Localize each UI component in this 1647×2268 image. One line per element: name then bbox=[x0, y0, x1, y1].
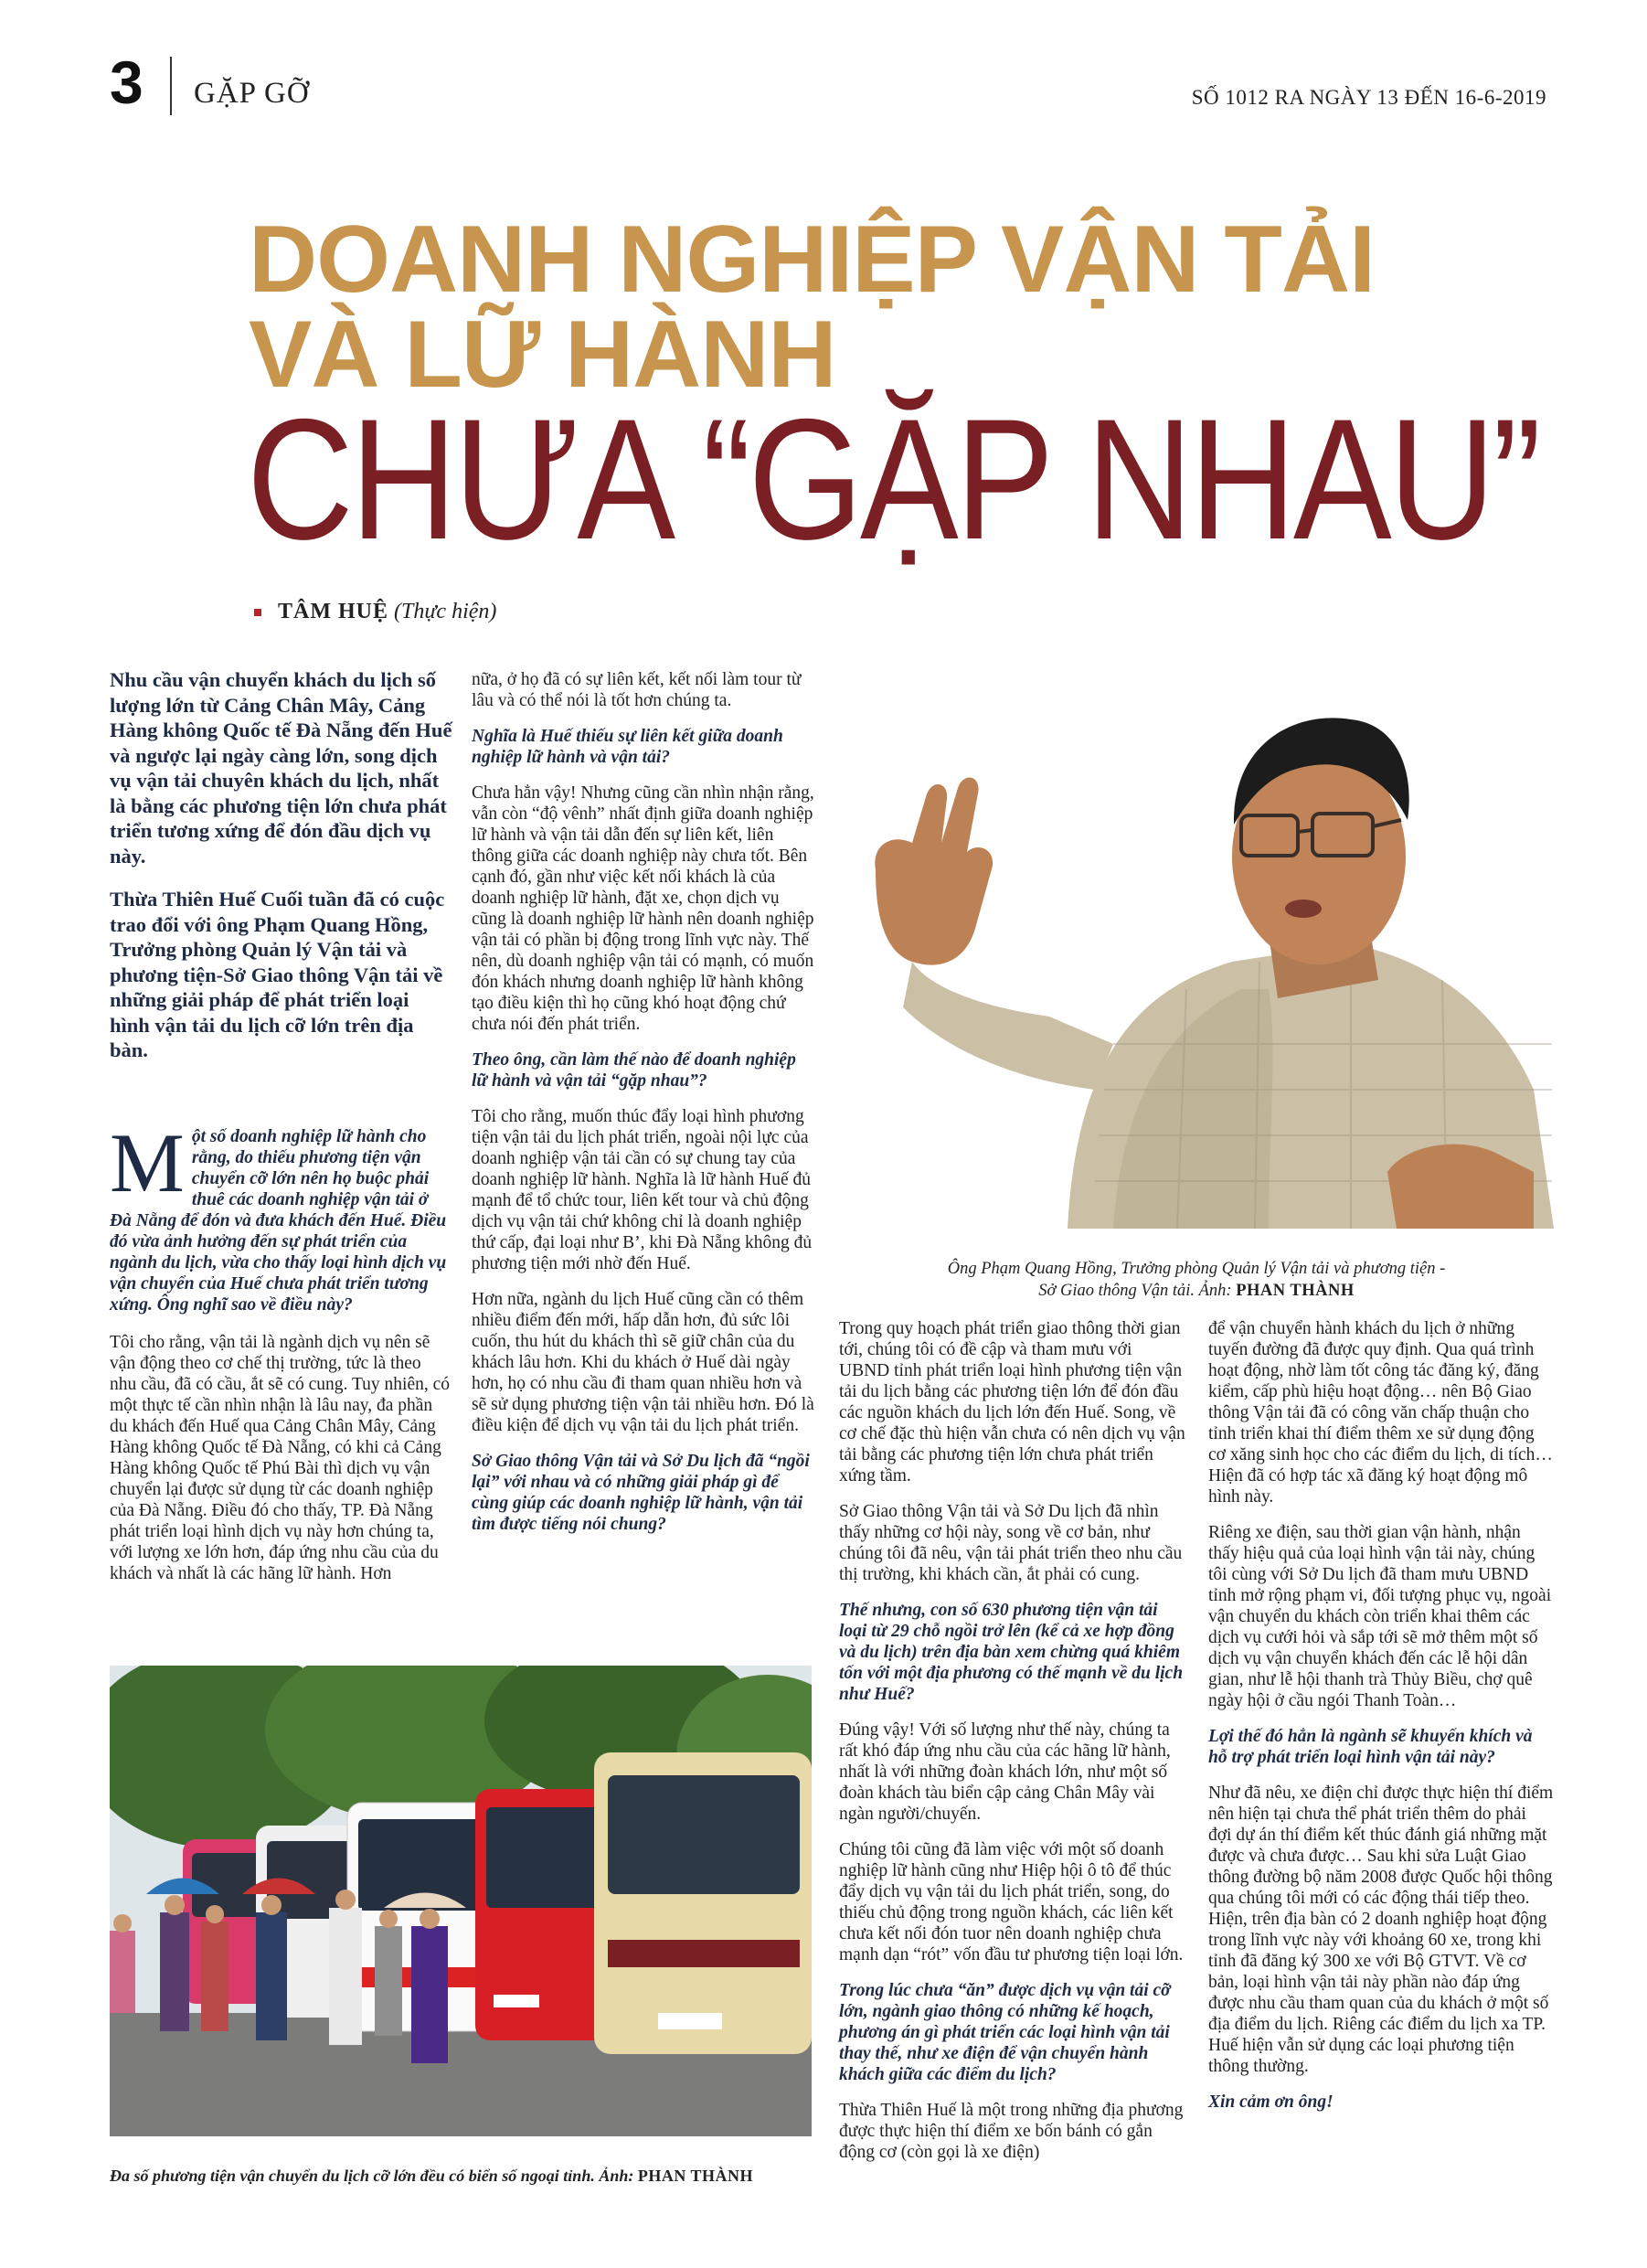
paragraph: Đúng vậy! Với số lượng như thế này, chúng ta rất khó đáp ứng nhu cầu của các hãng lữ hành, nhất là với những đoàn khách lớn, như một số đoàn khách tàu biển cập cảng Chân Mây vài ngàn người/chuyến. bbox=[839, 1720, 1171, 1824]
interview-question: Theo ông, cần làm thế nào để doanh nghiệp lữ hành và vận tải “gặp nhau”? bbox=[472, 1050, 796, 1091]
section-title: GẶP GỠ bbox=[194, 77, 310, 110]
paragraph: Tôi cho rằng, vận tải là ngành dịch vụ nên sẽ vận động theo cơ chế thị trường, tức là theo nhu cầu, đã có cầu, ắt sẽ có cung. Tuy nhiên, có một thực tế cần nhìn nhận là lâu nay, đa phần du khách đến Huế qua Cảng Chân Mây, Cảng Hàng không Quốc tế Đà Nẵng, có khi cả Cảng Hàng không Quốc tế Phú Bài thì dịch vụ vận chuyển lại được sử dụng từ các doanh nghiệp của Đà Nẵng. Điều đó cho thấy, TP. Đà Nẵng phát triển loại hình dịch vụ này hơn chúng ta, với lượng xe lớn hơn, đáp ứng nhu cầu của du khách và nhất là các hãng lữ hành. Hơn bbox=[110, 1333, 451, 1583]
photo1-caption-line1: Ông Phạm Quang Hồng, Trưởng phòng Quản lý Vận tải và phương tiện - bbox=[947, 1260, 1446, 1278]
page-number: 3 bbox=[110, 48, 143, 116]
bus-parking-photo bbox=[110, 1666, 812, 2136]
photo2-credit: PHAN THÀNH bbox=[637, 2167, 754, 2185]
paragraph: Riêng xe điện, sau thời gian vận hành, nhận thấy hiệu quả của loại hình vận tải này, chúng tôi cùng với Sở Du lịch đã tham mưu UBND tỉnh mở rộng phạm vi, đối tượng phục vụ, ngoài vận chuyển du khách còn triển khai thêm các dịch vụ cưới hỏi và sắp tới sẽ mở thêm một số dịch vụ vận chuyển khách đến các lễ hội dân gian, như lễ hội thanh trà Thủy Biều, chợ quê ngày hội ở cầu ngói Thanh Toàn… bbox=[1208, 1523, 1552, 1710]
paragraph: Hơn nữa, ngành du lịch Huế cũng cần có thêm nhiều điểm đến mới, hấp dẫn hơn, đủ sức lôi cuốn, thu hút du khách thì sẽ giữ chân của du khách lâu hơn. Khi du khách ở Huế dài ngày hơn, họ có nhu cầu đi tham quan nhiều hơn và sẽ sử dụng phương tiện vận tải nhiều hơn. Đó là điều kiện để dịch vụ vận tải du lịch phát triển. bbox=[472, 1290, 814, 1435]
headline-line3: CHƯA “GẶP NHAU” bbox=[247, 383, 1539, 575]
lead-paragraph: Nhu cầu vận chuyển khách du lịch số lượng lớn từ Cảng Chân Mây, Cảng Hàng không Quốc tế Đà Nẵng đến Huế và ngược lại ngày càng lớn, song dịch vụ vận tải chuyên khách du lịch, nhất là bằng các phương tiện lớn chưa phát triển tương xứng để đón đầu dịch vụ này. bbox=[110, 668, 452, 868]
photo1-credit: PHAN THÀNH bbox=[1236, 1282, 1355, 1300]
bullet-icon bbox=[254, 609, 261, 616]
lead-paragraphs bbox=[110, 667, 452, 1081]
paragraph: nữa, ở họ đã có sự liên kết, kết nối làm tour từ lâu và có thể nói là tốt hơn chúng ta. bbox=[472, 670, 802, 710]
headline-line2: VÀ LỮ HÀNH bbox=[249, 302, 836, 408]
issue-info: SỐ 1012 RA NGÀY 13 ĐẾN 16-6-2019 bbox=[1191, 86, 1546, 109]
photo2-caption: Đa số phương tiện vận chuyển du lịch cỡ lớn đều có biển số ngoại tỉnh. Ảnh: PHAN THÀNH bbox=[110, 2167, 754, 2185]
opening-question bbox=[110, 1116, 452, 1315]
header-divider bbox=[170, 57, 172, 115]
photo1-caption bbox=[839, 1258, 1554, 1302]
interview-question: Nghĩa là Huế thiếu sự liên kết giữa doanh nghiệp lữ hành và vận tải? bbox=[472, 727, 783, 767]
paragraph: Thừa Thiên Huế là một trong những địa phương được thực hiện thí điểm xe bốn bánh có gắn động cơ (còn gọi là xe điện) bbox=[839, 2101, 1184, 2162]
interview-question: Thế nhưng, con số 630 phương tiện vận tải loại từ 29 chỗ ngồi trở lên (kể cả xe hợp đồng và du lịch) trên địa bàn xem chừng quá khiêm tốn với một địa phương có thế mạnh về du lịch như Huế? bbox=[839, 1601, 1184, 1704]
byline bbox=[254, 600, 496, 624]
portrait-illustration bbox=[839, 660, 1554, 1229]
headline-line1: DOANH NGHIỆP VẬN TẢI bbox=[249, 207, 1375, 313]
paragraph: Trong quy hoạch phát triển giao thông thời gian tới, chúng tôi có đề cập và tham mưu với UBND tỉnh phát triển loại hình phương tiện vận tải du lịch bằng các phương tiện lớn để đón đầu các nguồn khách du lịch lớn đến Huế. Song, về cơ chế đặc thù hiện vẫn chưa có nên dịch vụ vận tải bằng các phương tiện lớn chưa phát triển xứng tầm. bbox=[839, 1319, 1185, 1485]
interview-question: Lợi thế đó hẳn là ngành sẽ khuyến khích và hỗ trợ phát triển loại hình vận tải này? bbox=[1208, 1727, 1533, 1767]
interview-question: Xin cảm ơn ông! bbox=[1208, 2092, 1334, 2112]
paragraph: Chưa hẳn vậy! Nhưng cũng cần nhìn nhận rằng, vẫn còn “độ vênh” nhất định giữa doanh nghiệp lữ hành và vận tải dẫn đến sự liên kết, liên thông giữa các doanh nghiệp này chưa tốt. Bên cạnh đó, gần như việc kết nối khách là của doanh nghiệp lữ hành, đặt xe, chọn dịch vụ cũng là doanh nghiệp lữ hành nên doanh nghiệp vận tải có phần bị động trong lĩnh vực này. Thế nên, dù doanh nghiệp vận tải có mạnh, có muốn đón khách nhưng doanh nghiệp lữ hành không tạo điều kiện thì họ cũng khó hoạt động chứ chưa nói đến phát triển. bbox=[472, 783, 814, 1034]
article-column-1 bbox=[110, 1116, 452, 1599]
byline-role: (Thực hiện) bbox=[394, 600, 497, 623]
article-column-4 bbox=[1208, 1318, 1554, 2127]
interview-question: Trong lúc chưa “ăn” được dịch vụ vận tải cỡ lớn, ngành giao thông có những kế hoạch, phương án gì phát triển các loại hình vận tải thay thế, như xe điện để vận chuyển hành khách giữa các điểm du lịch? bbox=[839, 1981, 1171, 2084]
paragraph: Chúng tôi cũng đã làm việc với một số doanh nghiệp lữ hành cũng như Hiệp hội ô tô để thúc đẩy dịch vụ vận tải du lịch phát triển, song, do thiếu chủ động trong nguồn khách, các liên kết chưa kết nối đón tuor nên doanh nghiệp chưa mạnh dạn “rót” vốn đầu tư phương tiện loại lớn. bbox=[839, 1840, 1184, 1965]
interview-portrait-photo bbox=[839, 660, 1554, 1229]
drop-cap: M bbox=[110, 1116, 185, 1209]
paragraph: Tôi cho rằng, muốn thúc đẩy loại hình phương tiện vận tải du lịch phát triển, ngoài nội lực của doanh nghiệp vận tải cần có sự chung tay của doanh nghiệp lữ hành. Nghĩa là lữ hành Huế đủ mạnh để tổ chức tour, liên kết tour và chủ động dịch vụ vận tải chứ không chỉ là doanh nghiệp thứ cấp, đại loại như B’, khi Đà Nẵng không đủ phương tiện mới nhờ đến Huế. bbox=[472, 1107, 813, 1273]
paragraph: Như đã nêu, xe điện chỉ được thực hiện thí điểm nên hiện tại chưa thể phát triển thêm do phải đợi dự án thí điểm kết thúc đánh giá những mặt được và chưa được… Sau khi sửa Luật Giao thông đường bộ năm 2008 được Quốc hội thông qua chúng tôi mới có các động thái tiếp theo. Hiện, trên địa bàn có 2 doanh nghiệp hoạt động trong lĩnh vực này với khoảng 60 xe, trong khi tỉnh đã đăng ký 300 xe với Bộ GTVT. Về cơ bản, loại hình vận tải này phần nào đáp ứng được nhu cầu tham quan của du khách ở một số địa điểm du lịch. Riêng các điểm du lịch xa TP. Huế hiện vẫn sử dụng các loại phương tiện thông thường. bbox=[1208, 1784, 1554, 2076]
interview-question: Sở Giao thông Vận tải và Sở Du lịch đã “ngồi lại” với nhau và có những giải pháp gì để cùng giúp các doanh nghiệp lữ hành, vận tải tìm được tiếng nói chung? bbox=[472, 1452, 810, 1534]
lead-paragraph: Thừa Thiên Huế Cuối tuần đã có cuộc trao đổi với ông Phạm Quang Hồng, Trưởng phòng Quản lý Vận tải và phương tiện-Sở Giao thông Vận tải về những giải pháp để phát triển loại hình vận tải du lịch cỡ lớn trên địa bàn. bbox=[110, 888, 445, 1061]
paragraph: để vận chuyển hành khách du lịch ở những tuyến đường đã được quy định. Qua quá trình hoạt động, nhờ làm tốt công tác đăng ký, đăng kiểm, cấp phù hiệu hoạt động… nên Bộ Giao thông Vận tải đã có công văn chấp thuận cho tỉnh triển khai thí điểm thêm xe sử dụng động cơ xăng sinh học cho các điểm du lịch, di tích… Hiện đã có hợp tác xã đăng ký hoạt động mô hình này. bbox=[1208, 1319, 1553, 1507]
article-column-3 bbox=[839, 1318, 1186, 2177]
paragraph: Sở Giao thông Vận tải và Sở Du lịch đã nhìn thấy những cơ hội này, song về cơ bản, như chúng tôi đã nêu, vận tải phát triển theo nhu cầu thị trường, khi khách cần, ắt phải có cung. bbox=[839, 1502, 1183, 1584]
photo1-caption-line2: Sở Giao thông Vận tải. Ảnh: PHAN THÀNH bbox=[1038, 1282, 1355, 1300]
byline-author: TÂM HUỆ bbox=[278, 600, 388, 623]
opening-question-text: ột số doanh nghiệp lữ hành cho rằng, do thiếu phương tiện vận chuyển cỡ lớn nên họ buộc phải thuê các doanh nghiệp vận tải ở Đà Nẵng để đón và đưa khách đến Huế. Điều đó vừa ảnh hưởng đến sự phát triển của ngành du lịch, vừa cho thấy loại hình dịch vụ vận chuyển của Huế chưa phát triển tương xứng. Ông nghĩ sao về điều này? bbox=[110, 1127, 447, 1315]
article-column-2 bbox=[472, 669, 815, 1549]
bus-illustration bbox=[110, 1666, 812, 2136]
